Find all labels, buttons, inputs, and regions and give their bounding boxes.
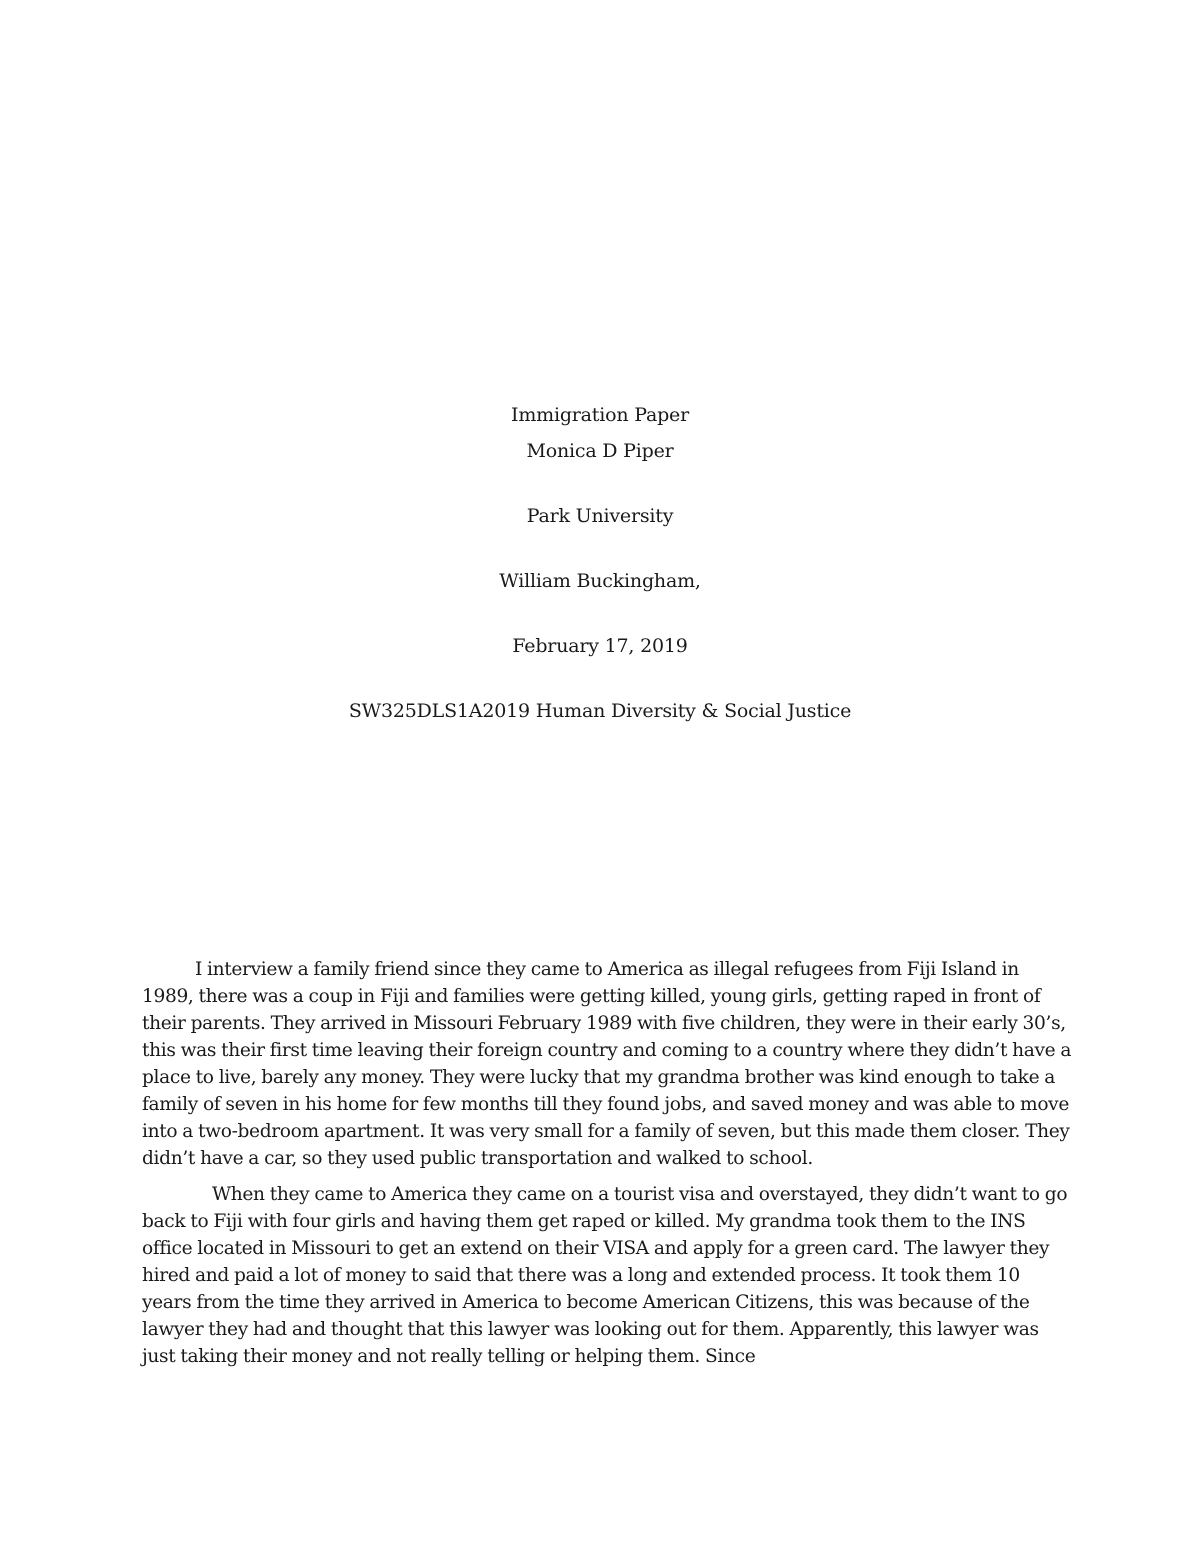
paragraph-2: When they came to America they came on a tourist visa and overstayed, they didn’t want to go back to Fiji with four girls and having them get raped or killed. My grandma took them to the INS office located in Missouri to get an extend on their VISA and apply for a green card. The lawyer they hired and paid a lot of money to said that there was a long and extended process. It took them 10 years from the time they arrived in America to become American Citizens, this was because of the lawyer they had and thought that this lawyer was looking out for them. Apparently, this lawyer was just taking their money and not really telling or helping them. Since <box>142 1184 1068 1367</box>
body-text <box>142 956 1072 1370</box>
course-name: SW325DLS1A2019 Human Diversity & Social Justice <box>348 700 852 722</box>
author-name: Monica D Piper <box>526 440 674 462</box>
paper-date: February 17, 2019 <box>512 635 688 657</box>
paper-title: Immigration Paper <box>511 404 689 426</box>
instructor-name: William Buckingham, <box>499 570 701 592</box>
paragraph-1: I interview a family friend since they came to America as illegal refugees from Fiji Island in 1989, there was a coup in Fiji and families were getting killed, young girls, getting raped in front of their parents. They arrived in Missouri February 1989 with five children, they were in their early 30’s, this was their first time leaving their foreign country and coming to a country where they didn’t have a place to live, barely any money. They were lucky that my grandma brother was kind enough to take a family of seven in his home for few months till they found jobs, and saved money and was able to move into a two-bedroom apartment. It was very small for a family of seven, but this made them closer. They didn’t have a car, so they used public transportation and walked to school. <box>142 959 1072 1169</box>
institution-name: Park University <box>526 505 674 527</box>
